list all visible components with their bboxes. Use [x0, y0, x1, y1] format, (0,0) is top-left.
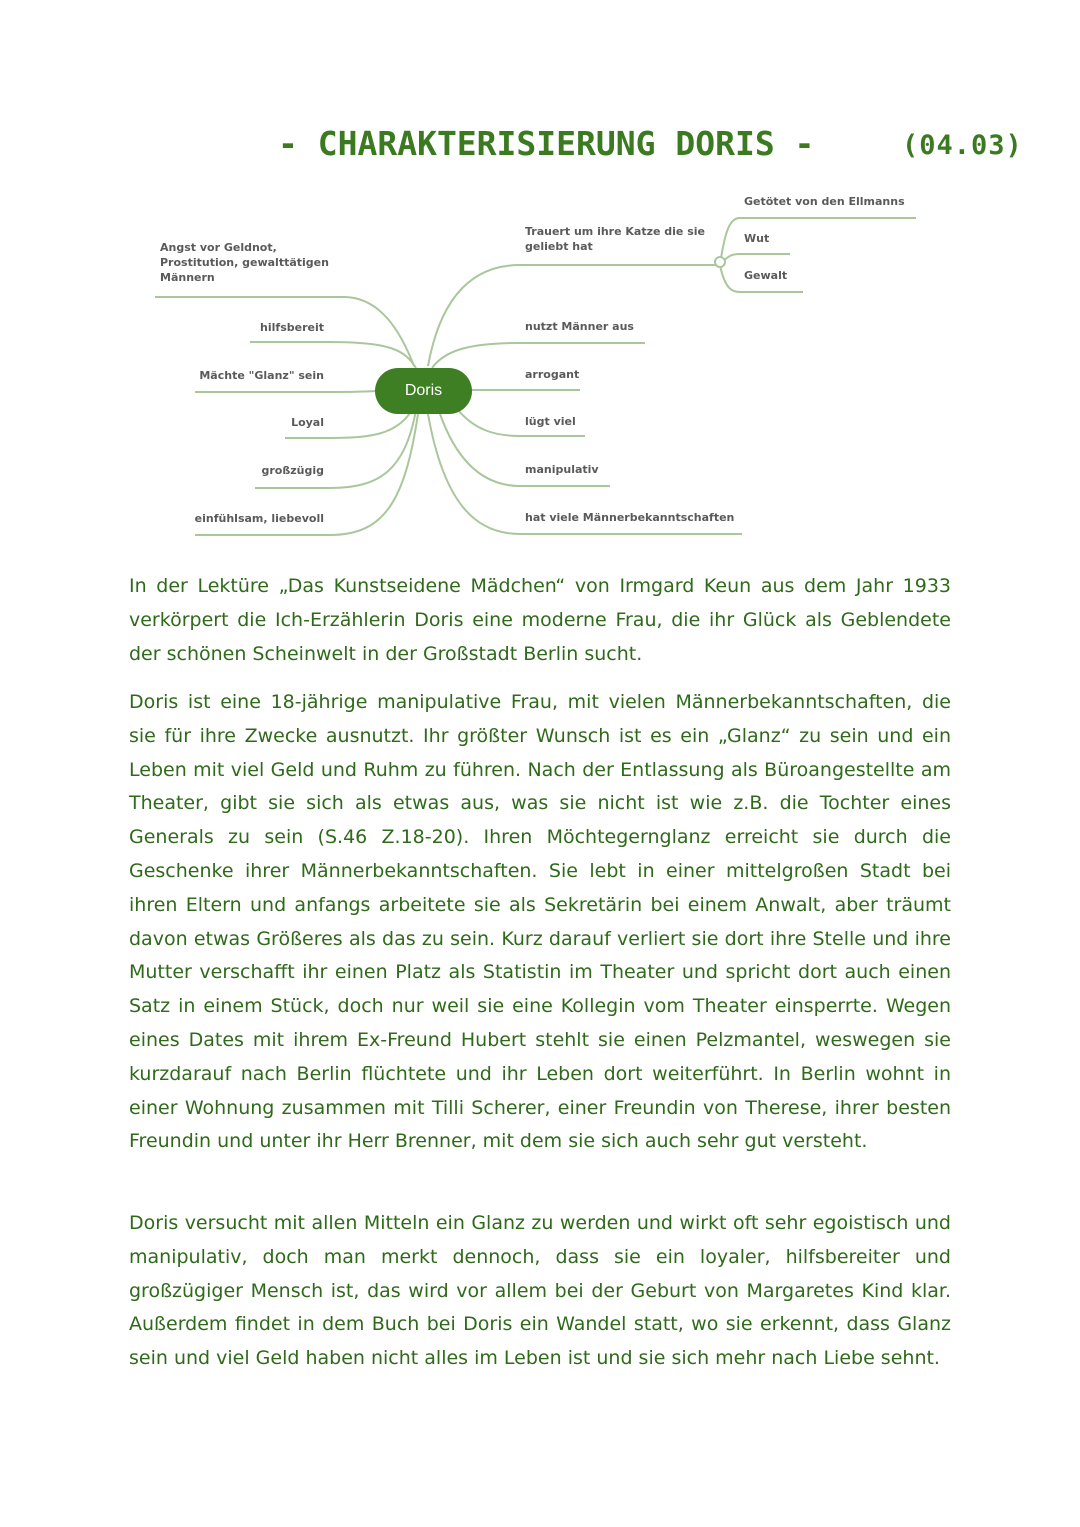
paragraph-conclusion: Doris versucht mit allen Mitteln ein Glanz zu werden und wirkt oft sehr egoistisch und manipulativ, doch man merkt dennoch, dass sie ein loyaler, hilfsbereiter und großzügiger Mensch ist, das wird vor allem bei der Geburt von Margaretes Kind klar. Außerdem findet in dem Buch bei Doris ein Wandel statt, wo sie erkennt, dass Glanz sein und viel Geld haben nicht alles im Leben ist und sie sich mehr nach Liebe sehnt. — [129, 1212, 951, 1370]
label-manipulative: manipulativ — [525, 463, 599, 476]
paragraph-body: Doris ist eine 18-jährige manipulative Frau, mit vielen Männerbekanntschaften, die sie für ihre Zwecke ausnutzt. Ihr größter Wunsch ist es ein „Glanz“ zu sein und ein Leben mit viel Geld und Ruhm zu führen. Nach der Entlassung als Büroangestellte am Theater, gibt sie sich als etwas aus, was sie nicht ist wie z.B. die Tochter eines Generals zu sein (S.46 Z.18-20). Ihren Möchtegernglanz erreicht sie durch die Geschenke ihrer Männerbekanntschaften. Sie lebt in einer mittelgroßen Stadt bei ihren Eltern und anfangs arbeitete sie als Sekretärin bei einem Anwalt, aber träumt davon etwas Größeres als das zu sein. Kurz darauf verliert sie dort ihre Stelle und ihre Mutter verschafft ihr einen Platz als Statistin im Theater und spricht dort auch einen Satz in einem Stück, doch nur weil sie eine Kollegin vom Theater einsperrte. Wegen eines Dates mit ihrem Ex-Freund Hubert stehlt sie einen Pelzmantel, weswegen sie kurzdarauf nach Berlin flüchtete und ihr Leben dort weiterführt. In Berlin wohnt in einer Wohnung zusammen mit Tilli Scherer, einer Freundin von Therese, ihrer besten Freundin und unter ihr Herr Brenner, mit dem sie sich auch sehr gut versteht. — [129, 691, 951, 1153]
label-loyal: Loyal — [291, 416, 324, 429]
label-acquaintances: hat viele Männerbekanntschaften — [525, 511, 735, 524]
label-generous: großzügig — [261, 464, 324, 477]
label-grief: Trauert um ihre Katze die sie geliebt hat — [525, 225, 705, 253]
mind-map — [0, 0, 1080, 560]
date-label: (04.03) — [902, 130, 1023, 161]
branch-uses-men — [432, 343, 645, 368]
label-fear: Angst vor Geldnot, Prostitution, gewalttätigen Männern — [160, 241, 329, 284]
label-lies: lügt viel — [525, 415, 576, 428]
branch-helpful — [250, 342, 416, 368]
label-arrogant: arrogant — [525, 368, 580, 381]
label-helpful: hilfsbereit — [260, 321, 324, 334]
paragraph-intro: In der Lektüre „Das Kunstseidene Mädchen“ von Irmgard Keun aus dem Jahr 1933 verkörpert die Ich-Erzählerin Doris eine moderne Frau, die ihr Glück als Geblendete der schönen Scheinwelt in der Großstadt Berlin sucht. — [129, 575, 951, 665]
branch-anger — [720, 254, 790, 265]
label-empathetic: einfühlsam, liebevoll — [194, 512, 324, 525]
center-node: Doris — [375, 368, 472, 414]
label-uses-men: nutzt Männer aus — [525, 320, 634, 333]
label-killed: Getötet von den Ellmanns — [744, 195, 905, 208]
sub-node-circle — [715, 257, 725, 267]
branch-grief — [428, 265, 720, 366]
page-title: - CHARAKTERISIERUNG DORIS - — [278, 124, 815, 163]
label-anger: Wut — [744, 232, 770, 245]
label-violence: Gewalt — [744, 269, 788, 282]
label-glanz: Mächte "Glanz" sein — [199, 369, 324, 382]
